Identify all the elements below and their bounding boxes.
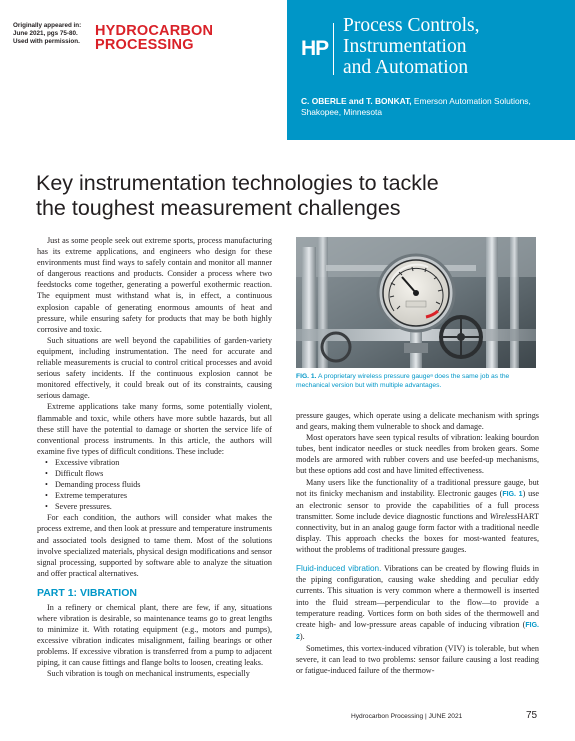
article-headline (36, 171, 556, 221)
paragraph: Such situations are well beyond the capabilities of garden-variety equipment, including instrumentation. The need for accurate and reliable measurements is crucial to control critical processes and avoid serious safety incidents. If the continuous explosion cannot be monitored effectively, it could break out of its constraints, causing serious damage. (37, 335, 272, 401)
reprint-line: June 2021, pgs 75-80. (13, 30, 78, 37)
section-title (343, 15, 569, 78)
section-title-line: Instrumentation (343, 36, 467, 57)
paragraph: In a refinery or chemical plant, there are few, if any, situations where vibration is desirable, so maintenance teams go to great lengths to minimize it. With rotating equipment (e.g., motors and pumps), excessive vibration indicates misalignment, failing bearings or other problems. If excessive vibration is transferred from a pump to adjacent piping, it can cause fittings and flange bolts to loosen, creating leaks. (37, 602, 272, 668)
text-run: ) use an electronic sensor to provide the capabilities of a full process transmitter. Some include device diagnostic functions and (296, 488, 540, 521)
text-run-italic: Wireless (489, 511, 518, 521)
paragraph (296, 477, 539, 556)
magazine-wordmark (95, 24, 213, 52)
figure-label: FIG. 1. (296, 373, 317, 380)
paragraph (296, 563, 539, 643)
wordmark-line: PROCESSING (95, 37, 194, 53)
paragraph: Such vibration is tough on mechanical instruments, especially (47, 669, 250, 679)
list-item: • Excessive vibration (55, 457, 272, 468)
reprint-notice (13, 22, 81, 46)
right-column (296, 410, 539, 676)
pressure-gauge-photo (296, 237, 536, 368)
wordmark-line: HYDROCARBON (95, 23, 214, 39)
reprint-line: Originally appeared in: (13, 22, 82, 29)
section-header-band (287, 0, 575, 140)
figure-caption (296, 372, 539, 390)
gauge-illustration (296, 237, 536, 368)
figure-reference-link[interactable]: FIG. 1 (502, 490, 523, 498)
figure-caption-text: A proprietary wireless pressure gaugeᵃ does the same job as the mechanical version but with multiple advantages. (296, 373, 510, 389)
page-number: 75 (526, 710, 538, 721)
paragraph: Just as some people seek out extreme sports, process manufacturing has its extreme applications, and engineers who design for these environments must find ways to safely contain and monitor all manner of dangerous reactions and products. Consider a process where two feedstocks come together, generating a powerful exothermic reaction. The equipment must withstand what is, in effect, a continuous explosion capable of generating enormous amounts of heat and pressure, while ensuring safety for products that may be both highly corrosive and toxic. (37, 236, 272, 334)
list-item: • Difficult flows (55, 468, 272, 479)
left-column (37, 235, 272, 680)
paragraph: For each condition, the authors will consider what makes the process extreme, and then look at pressure and temperature instruments and associated tools designed to tame them. Most of the solutions involve specialized materials, physical design modifications and sensor signal processing, supported by software able to analyze the situation and offer practical alternatives. (37, 513, 272, 578)
text-run: Many users like the functionality of a traditional pressure gauge, but not its finicky mechanism and instability. Electronic gauges ( (296, 477, 539, 498)
text-run: HART connectivity, but in an analog gauge form factor with a traditional needle display. This approach checks the boxes for most-wanted features, without the problems of traditional pressure gauges. (296, 511, 539, 555)
text-run: Vibrations can be created by flowing fluids in the piping configuration, causing wake shedding and peculiar eddy currents. This situation is very common where a thermowell is inserted into the fluid stream—perpendicular to the flow—to provide a temperature reading. Vortices form on both sides of the thermowell and create high- and low-pressure areas capable of inducing vibration ( (296, 564, 539, 629)
byline (301, 96, 571, 118)
section-title-line: and Automation (343, 57, 469, 78)
condition-list (37, 457, 272, 512)
list-item: • Demanding process fluids (55, 479, 272, 490)
reprint-line: Used with permission. (13, 38, 80, 45)
paragraph: Extreme applications take many forms, some potentially violent, flammable and toxic, while others have more subtle hazards, but all these still have the potential to damage or shorten the service life of conventional process instruments. In this article, the authors will examine five types of difficult conditions. These include: (37, 402, 272, 456)
paragraph: Sometimes, this vortex-induced vibration (VIV) is tolerable, but when severe, it can lead to two problems: sensor failure causing a lost reading or fatigue-induced failure of the thermow- (296, 643, 539, 676)
list-item: • Extreme temperatures (55, 490, 272, 501)
section-title-line: Process Controls, (343, 15, 480, 36)
subsection-heading: Fluid-induced vibration. (296, 564, 382, 574)
headline-line: Key instrumentation technologies to tackle (36, 171, 439, 195)
paragraph: pressure gauges, which operate using a delicate mechanism with springs and gears, making them vulnerable to shock and damage. (296, 411, 539, 432)
headline-line: the toughest measurement challenges (36, 196, 401, 220)
figure-reference-link[interactable]: FIG. 2 (296, 621, 539, 641)
affiliation: Emerson Automation Solutions, Shakopee, Minnesota (301, 96, 531, 117)
paragraph: Most operators have seen typical results of vibration: leaking bourdon tubes, bent indicator needles or stuck needles from broken gears. Some models are armored with rubber covers and use beefed-up mechanisms, but these options add cost and have limited effectiveness. (296, 433, 539, 476)
part-heading: PART 1: VIBRATION (37, 586, 137, 599)
list-item: • Severe pressures. (55, 501, 272, 512)
running-footer: Hydrocarbon Processing | JUNE 2021 (351, 713, 463, 720)
logo-divider (333, 23, 334, 75)
authors: C. OBERLE and T. BONKAT, (301, 96, 412, 106)
hp-logo: HP (301, 37, 329, 60)
text-run: ). (299, 631, 305, 641)
